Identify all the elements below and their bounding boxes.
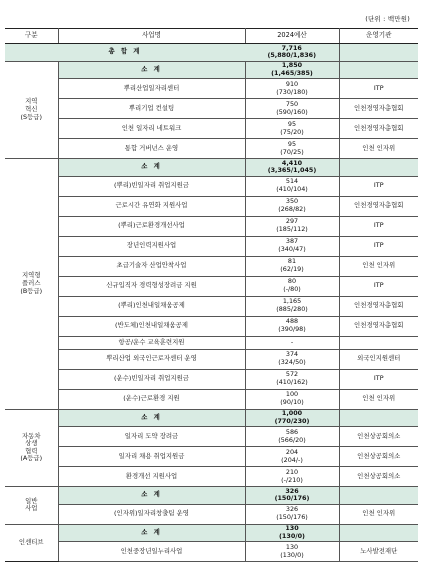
project-detail: (410/104) (276, 185, 308, 193)
header-row (5, 29, 418, 44)
project-amount: 95 (287, 139, 297, 148)
subtotal-label (58, 524, 245, 542)
operating-org: 인천 인자위 (339, 256, 418, 276)
subtotal-detail: (150/176) (274, 494, 310, 503)
operating-org: ITP (339, 216, 418, 236)
project-budget (245, 427, 339, 447)
table-row (5, 389, 418, 409)
project-name: (뿌리)근로환경개선사업 (58, 216, 245, 236)
project-amount: 210 (285, 467, 299, 476)
operating-org: ITP (339, 369, 418, 389)
project-budget (245, 139, 339, 159)
operating-org: 인천 인자위 (339, 504, 418, 524)
category-label: 자동차 상생 협력 (A등급) (20, 431, 43, 463)
project-budget (245, 216, 339, 236)
project-name: 항공/운수 교육훈련지원 (58, 336, 245, 349)
operating-org: 인천경영자총협회 (339, 296, 418, 316)
table-row (5, 119, 418, 139)
project-name: 일자리 채용 취업지원금 (58, 447, 245, 467)
project-budget (245, 236, 339, 256)
table-body (5, 44, 418, 562)
grand-total-amount: 7,716 (281, 43, 302, 52)
project-detail: (70/25) (280, 147, 304, 156)
project-detail: (185/112) (276, 225, 308, 233)
subtotal-budget (245, 487, 339, 505)
project-detail: (590/160) (276, 107, 308, 116)
subtotal-budget (245, 524, 339, 542)
project-name: 장년인력지원사업 (58, 236, 245, 256)
subtotal-detail: (3,365/1,045) (267, 166, 317, 175)
project-detail: (130/0) (280, 550, 304, 559)
operating-org: 인천상공회의소 (339, 467, 418, 487)
operating-org: ITP (339, 79, 418, 99)
table-row (5, 99, 418, 119)
unit-note: (단위 : 백만원) (365, 15, 410, 23)
subtotal-detail: (1,465/385) (271, 68, 313, 77)
subtotal-org (339, 61, 418, 79)
project-detail: (340/47) (278, 245, 306, 253)
table-row (5, 316, 418, 336)
project-amount: - (290, 337, 294, 346)
operating-org: ITP (339, 236, 418, 256)
project-amount: 1,165 (282, 297, 302, 306)
project-detail: (324/50) (278, 358, 306, 366)
subtotal-budget (245, 159, 339, 177)
subtotal-label (58, 61, 245, 79)
project-name: 환경개선 지원사업 (58, 467, 245, 487)
header-org: 운영기관 (339, 29, 418, 44)
grand-total-org (339, 44, 418, 62)
project-amount: 81 (287, 257, 297, 266)
table-row (5, 336, 418, 349)
operating-org: 인천 인자위 (339, 389, 418, 409)
project-detail: (-/210) (281, 475, 303, 484)
subtotal-row (5, 61, 418, 79)
grand-total-label (5, 44, 245, 62)
project-budget (245, 349, 339, 369)
project-detail: (268/82) (278, 205, 306, 213)
project-detail: (-/80) (283, 285, 301, 293)
project-budget (245, 296, 339, 316)
table-row (5, 369, 418, 389)
project-budget (245, 176, 339, 196)
project-name: 인천 일자리 네트워크 (58, 119, 245, 139)
grand-total-budget (245, 44, 339, 62)
project-budget (245, 504, 339, 524)
subtotal-budget (245, 409, 339, 427)
header-budget: 2024예산 (245, 29, 339, 44)
table-row (5, 504, 418, 524)
header-project: 사업명 (58, 29, 245, 44)
table-row (5, 349, 418, 369)
project-name: (뿌리)인천내일채움공제 (58, 296, 245, 316)
project-budget (245, 196, 339, 216)
table-row (5, 79, 418, 99)
category-cell (5, 159, 58, 410)
table-row (5, 296, 418, 316)
category-cell (5, 524, 58, 562)
project-amount: 326 (285, 505, 299, 514)
table-row (5, 542, 418, 562)
project-detail: (204/-) (281, 455, 303, 464)
project-name: 뿌리기업 컨설팅 (58, 99, 245, 119)
subtotal-org (339, 409, 418, 427)
project-name: 초급기술자 산업안착사업 (58, 256, 245, 276)
subtotal-amount: 4,410 (281, 158, 303, 167)
project-detail: (75/20) (280, 127, 304, 136)
subtotal-detail: (770/230) (274, 416, 310, 425)
project-name: 인천중장년일누리사업 (58, 542, 245, 562)
operating-org: 인천상공회의소 (339, 447, 418, 467)
project-name: 일자리 도약 장려금 (58, 427, 245, 447)
header-category: 구분 (5, 29, 58, 44)
table-row (5, 276, 418, 296)
project-amount: 572 (285, 370, 299, 379)
subtotal-row (5, 487, 418, 505)
category-cell (5, 409, 58, 487)
table-row (5, 196, 418, 216)
subtotal-amount: 1,000 (281, 409, 303, 418)
project-budget (245, 99, 339, 119)
subtotal-org (339, 524, 418, 542)
table-row (5, 236, 418, 256)
project-amount: 100 (285, 390, 299, 399)
grand-total-detail: (5,880/1,836) (267, 51, 317, 60)
project-detail: (730/180) (276, 87, 308, 96)
table-row (5, 216, 418, 236)
category-cell (5, 61, 58, 159)
subtotal-amount: 326 (285, 486, 299, 495)
operating-org (339, 336, 418, 349)
project-budget (245, 276, 339, 296)
subtotal-label (58, 159, 245, 177)
project-amount: 910 (285, 79, 299, 88)
project-budget (245, 389, 339, 409)
project-name: 신규입직자 경력형성장려금 지원 (58, 276, 245, 296)
project-budget (245, 336, 339, 349)
project-detail: (390/98) (278, 325, 306, 333)
project-detail: (150/176) (276, 513, 308, 521)
operating-org: 인천경영자총협회 (339, 196, 418, 216)
project-amount: 297 (285, 217, 299, 226)
project-amount: 750 (285, 99, 299, 108)
project-name: 근로시간 유연화 지원사업 (58, 196, 245, 216)
project-budget (245, 369, 339, 389)
project-budget (245, 316, 339, 336)
project-amount: 387 (285, 237, 299, 246)
operating-org: 인천경영자총협회 (339, 316, 418, 336)
operating-org: 인천 인자위 (339, 139, 418, 159)
project-amount: 95 (287, 119, 297, 128)
project-budget (245, 447, 339, 467)
table-row (5, 256, 418, 276)
subtotal-amount: 1,850 (281, 61, 303, 70)
category-cell (5, 487, 58, 525)
subtotal-label-text: 소 계 (141, 490, 162, 499)
grand-total-label-text: 총 합 계 (108, 47, 142, 56)
subtotal-label-text: 소 계 (141, 412, 162, 421)
project-name: (운수)빈일자리 취업지원금 (58, 369, 245, 389)
category-label: 일반 사업 (25, 496, 38, 513)
category-label: 지역형 플러스 (B등급) (20, 271, 43, 295)
project-budget (245, 119, 339, 139)
subtotal-org (339, 487, 418, 505)
operating-org: ITP (339, 176, 418, 196)
subtotal-detail: (130/0) (279, 531, 305, 540)
subtotal-label-text: 소 계 (141, 64, 162, 73)
project-name: 뿌리산업일자리센터 (58, 79, 245, 99)
project-detail: (885/280) (276, 305, 308, 313)
operating-org: ITP (339, 276, 418, 296)
project-name: (운수)근로환경 지원 (58, 389, 245, 409)
project-amount: 80 (287, 277, 297, 286)
subtotal-row (5, 524, 418, 542)
project-budget (245, 256, 339, 276)
project-amount: 130 (285, 542, 299, 551)
operating-org: 인천경영자총협회 (339, 119, 418, 139)
category-label: 지역 혁신 (S등급) (20, 97, 42, 121)
table-row (5, 427, 418, 447)
category-label: 인센티브 (18, 537, 44, 546)
table-row (5, 467, 418, 487)
project-detail: (62/19) (280, 265, 304, 273)
project-name: (뿌리)빈일자리 취업지원금 (58, 176, 245, 196)
project-detail: (90/10) (280, 398, 304, 406)
operating-org: 인천상공회의소 (339, 427, 418, 447)
operating-org: 외국인지원센터 (339, 349, 418, 369)
subtotal-label (58, 487, 245, 505)
table-row (5, 447, 418, 467)
project-amount: 374 (285, 350, 299, 359)
subtotal-row (5, 159, 418, 177)
project-budget (245, 79, 339, 99)
project-detail: (566/20) (278, 435, 306, 444)
operating-org: 노사발전재단 (339, 542, 418, 562)
project-amount: 350 (285, 197, 299, 206)
project-budget (245, 542, 339, 562)
project-budget (245, 467, 339, 487)
subtotal-amount: 130 (285, 524, 299, 533)
project-amount: 488 (285, 317, 299, 326)
project-name: (반도체)인천내일채움공제 (58, 316, 245, 336)
project-amount: 204 (285, 447, 299, 456)
subtotal-budget (245, 61, 339, 79)
operating-org: 인천경영자총협회 (339, 99, 418, 119)
table-row (5, 176, 418, 196)
budget-table (5, 28, 418, 562)
subtotal-label-text: 소 계 (141, 527, 162, 536)
project-amount: 514 (285, 177, 299, 186)
subtotal-label (58, 409, 245, 427)
grand-total-row (5, 44, 418, 62)
subtotal-label-text: 소 계 (141, 162, 162, 171)
project-detail: (410/162) (276, 378, 308, 386)
project-name: (인자위)일자리창출팀 운영 (58, 504, 245, 524)
project-name: 뿌리산업 외국인근로자센터 운영 (58, 349, 245, 369)
table-row (5, 139, 418, 159)
subtotal-row (5, 409, 418, 427)
project-amount: 586 (285, 427, 299, 436)
project-name: 통합 거버넌스 운영 (58, 139, 245, 159)
subtotal-org (339, 159, 418, 177)
